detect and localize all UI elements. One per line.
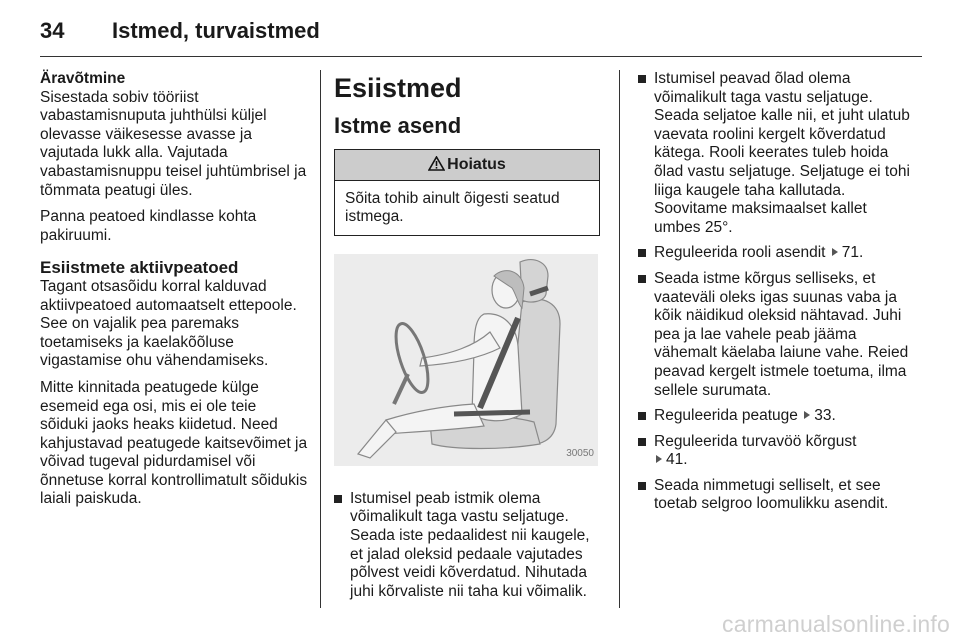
column-left: [40, 70, 308, 517]
removal-paragraph-1: Sisestada sobiv tööriist vabastamisnuputa juhthülsi küljel olevasse väikesesse avasse ja vajutada lukk alla. Vajutada vabastamisnuppu teisel juhtümbrisel ja tõmmata peatugi üles.: [40, 88, 307, 199]
page-number: 34: [40, 18, 65, 43]
seat-adjustment-list: [638, 70, 910, 514]
page-reference-link[interactable]: 41.: [666, 451, 688, 469]
removal-heading: Äravõtmine: [40, 70, 126, 87]
list-item: [334, 490, 604, 602]
list-item-text: Istumisel peavad õlad olema võimalikult taga vastu seljatuge. Seada seljatoe kalle nii, et juht ulatub vaevata roolini kergelt kõverdatud kätega. Rooli keerates tuleb hoida õlad vastu seljatuge. Seljatuge ei tohi liiga kaugele taha kallutada. Soovitame maksimaalset kallet umbes 25°.: [654, 70, 910, 236]
active-headrest-paragraph-2: Mitte kinnitada peatugede külge esemeid ega osi, mis ei ole teie sõiduki jaoks heaks kiidetud. Need kahjustavad peatugede kaitsevõimet ja võivad tugeval pidurdamisel või õnnetuse korral kontrollimatult sõidukis laiali paiskuda.: [40, 378, 308, 508]
bullet-square-icon: [638, 438, 646, 446]
list-item: [638, 270, 910, 400]
warning-text: Sõita tohib ainult õigesti seatud istmega.: [345, 189, 560, 226]
column-divider-left: [320, 70, 321, 608]
column-right: [638, 70, 910, 521]
bullet-square-icon: [638, 249, 646, 257]
bullet-square-icon: [638, 412, 646, 420]
bullet-square-icon: [334, 495, 342, 503]
warning-triangle-icon: [428, 156, 445, 171]
subsection-title: Istme asend: [334, 113, 462, 138]
active-headrest-paragraph-1: Tagant otsasõidu korral kalduvad aktiivpeatoed automaatselt ettepoole. See on vajalik pea paremaks toetamiseks ja kaelakõõluse vigastamise ohu vähendamiseks.: [40, 277, 297, 370]
list-item: [638, 244, 910, 263]
illustration-code: 30050: [566, 448, 594, 460]
seat-position-illustration: [334, 254, 598, 466]
list-item-text: Istumisel peab istmik olema võimalikult taga vastu seljatuge. Seada iste pedaalidest nii kaugele, et jalad oleksid pedaale vajutades põlvest veidi kõverdatud. Nihutada juhi kõrvaliste nii taha kui võimalik.: [350, 489, 590, 600]
warning-title: Hoiatus: [447, 156, 506, 173]
bullet-square-icon: [638, 482, 646, 490]
page-reference-link[interactable]: 71.: [841, 244, 864, 262]
watermark: carmanualsonline.info: [722, 611, 950, 637]
seat-position-list: [334, 490, 604, 602]
page-reference-arrow-icon: [832, 248, 838, 256]
list-item: [638, 407, 910, 426]
list-item: [638, 433, 910, 470]
bullet-square-icon: [638, 275, 646, 283]
list-item-text: Reguleerida rooli asendit: [654, 244, 826, 262]
list-item-text: Reguleerida peatuge: [654, 407, 798, 425]
warning-header: [335, 150, 599, 181]
bullet-square-icon: [638, 75, 646, 83]
removal-paragraph-2: Panna peatoed kindlasse kohta pakiruumi.: [40, 208, 257, 244]
page-title: Istmed, turvaistmed: [112, 18, 320, 43]
column-middle: [334, 70, 604, 608]
section-title: Esiistmed: [334, 73, 462, 103]
list-item-text: Seada nimmetugi selliselt, et see toetab selgroo loomulikku asendit.: [654, 476, 889, 513]
page-header: [40, 18, 320, 44]
list-item-text: Seada istme kõrgus selliseks, et vaateväli oleks igas suunas vaba ja kõik näidikud oleksid nähtavad. Juhi pea ja lae vahele peab jääma vähemalt käelaba laiune vahe. Reied peavad kergelt istmele toetuma, ilma sellele surumata.: [654, 269, 909, 399]
header-rule: [40, 56, 922, 57]
active-headrest-heading: Esiistmete aktiivpeatoed: [40, 258, 239, 278]
page-reference-arrow-icon: [656, 455, 662, 463]
warning-box: [334, 149, 600, 236]
column-divider-right: [619, 70, 620, 608]
list-item: [638, 70, 910, 237]
list-item-text: Reguleerida turvavöö kõrgust: [654, 432, 857, 450]
page-reference-link[interactable]: 33.: [814, 407, 836, 425]
driver-seat-drawing: [334, 254, 598, 466]
page-reference-arrow-icon: [804, 411, 810, 419]
list-item: [638, 477, 910, 514]
